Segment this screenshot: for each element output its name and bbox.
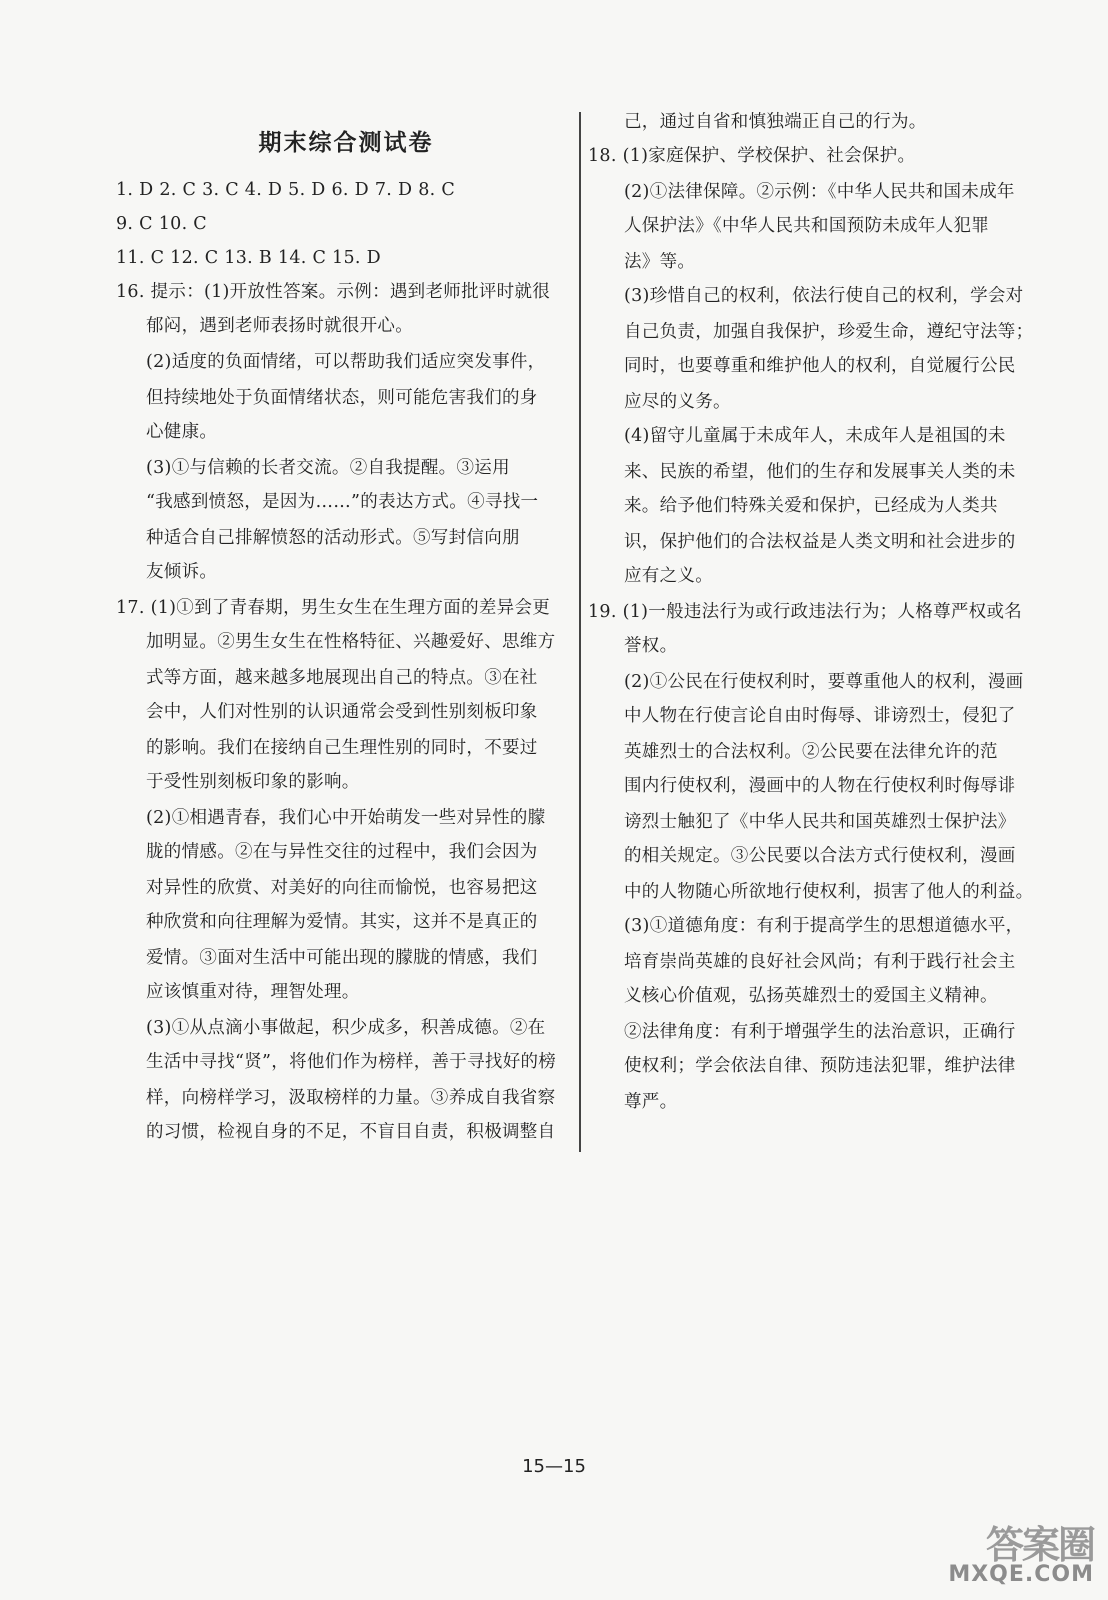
left-text-line: 的影响。我们在接纳自己生理性别的同时，不要过: [146, 738, 538, 758]
left-text-line: (2)①相遇青春，我们心中开始萌发一些对异性的朦: [146, 808, 546, 828]
right-text-line: 的相关规定。③公民要以合法方式行使权利，漫画: [624, 846, 1016, 866]
left-text-line: 17. (1)①到了青春期，男生女生在生理方面的差异会更: [116, 598, 551, 618]
page-title: 期末综合测试卷: [258, 130, 434, 156]
right-text-line: (4)留守儿童属于未成年人，未成年人是祖国的未: [624, 426, 1006, 446]
right-text-line: 18. (1)家庭保护、学校保护、社会保护。: [588, 146, 916, 166]
left-text-line: 式等方面，越来越多地展现出自己的特点。③在社: [146, 668, 538, 688]
watermark-logo-text: 答案圈: [985, 1523, 1094, 1567]
left-text-line: 11. C 12. C 13. B 14. C 15. D: [116, 248, 381, 268]
left-text-line: 1. D 2. C 3. C 4. D 5. D 6. D 7. D 8. C: [116, 180, 456, 200]
right-text-line: (3)①道德角度：有利于提高学生的思想道德水平，: [624, 916, 1024, 936]
left-text-line: 应该慎重对待，理智处理。: [146, 982, 360, 1002]
right-text-line: 法》等。: [624, 252, 696, 272]
right-text-line: 培育崇尚英雄的良好社会风尚；有利于践行社会主: [624, 952, 1016, 972]
left-text-line: 友倾诉。: [146, 562, 218, 582]
right-text-line: 谤烈士触犯了《中华人民共和国英雄烈士保护法》: [624, 812, 1016, 832]
left-text-line: 的习惯，检视自身的不足，不盲目自责，积极调整自: [146, 1122, 556, 1142]
right-text-line: (3)珍惜自己的权利，依法行使自己的权利，学会对: [624, 286, 1024, 306]
right-text-line: 中的人物随心所欲地行使权利，损害了他人的利益。: [624, 882, 1034, 902]
left-text-line: 种适合自己排解愤怒的活动形式。⑤写封信向朋: [146, 528, 520, 548]
right-text-line: 19. (1)一般违法行为或行政违法行为；人格尊严权或名: [588, 602, 1023, 622]
left-text-line: 郁闷，遇到老师表扬时就很开心。: [146, 316, 413, 336]
right-text-line: 自己负责，加强自我保护，珍爱生命，遵纪守法等；: [624, 322, 1034, 342]
right-text-line: 围内行使权利，漫画中的人物在行使权利时侮辱诽: [624, 776, 1016, 796]
right-text-line: 人保护法》《中华人民共和国预防未成年人犯罪: [624, 216, 990, 236]
left-text-line: (3)①从点滴小事做起，积少成多，积善成德。②在: [146, 1018, 546, 1038]
right-text-line: 中人物在行使言论自由时侮辱、诽谤烈士，侵犯了: [624, 706, 1016, 726]
left-text-line: (3)①与信赖的长者交流。②自我提醒。③运用: [146, 458, 510, 478]
left-text-line: 对异性的欣赏、对美好的向往而愉悦，也容易把这: [146, 878, 538, 898]
right-text-line: 应有之义。: [624, 566, 713, 586]
page-number: 15—15: [522, 1456, 586, 1477]
left-text-line: 会中，人们对性别的认识通常会受到性别刻板印象: [146, 702, 538, 722]
right-text-line: 来、民族的希望，他们的生存和发展事关人类的未: [624, 462, 1016, 482]
left-text-line: 胧的情感。②在与异性交往的过程中，我们会因为: [146, 842, 538, 862]
watermark-site-text: MXQE.COM: [948, 1562, 1094, 1587]
left-text-line: (2)适度的负面情绪，可以帮助我们适应突发事件，: [146, 352, 546, 372]
left-text-line: 9. C 10. C: [116, 214, 207, 234]
right-text-line: (2)①法律保障。②示例：《中华人民共和国未成年: [624, 182, 1015, 202]
left-text-line: 爱情。③面对生活中可能出现的朦胧的情感，我们: [146, 948, 538, 968]
left-text-line: 心健康。: [146, 422, 218, 442]
left-text-line: 16. 提示：(1)开放性答案。示例：遇到老师批评时就很: [116, 282, 551, 302]
watermark-logo: [948, 1514, 1098, 1594]
right-text-line: 义核心价值观，弘扬英雄烈士的爱国主义精神。: [624, 986, 998, 1006]
right-text-line: 英雄烈士的合法权利。②公民要在法律允许的范: [624, 742, 998, 762]
right-text-line: 来。给予他们特殊关爱和保护，已经成为人类共: [624, 496, 998, 516]
right-text-line: 誉权。: [624, 636, 678, 656]
right-text-line: 己，通过自省和慎独端正自己的行为。: [624, 112, 927, 132]
left-text-line: 样，向榜样学习，汲取榜样的力量。③养成自我省察: [146, 1088, 556, 1108]
left-text-line: 加明显。②男生女生在性格特征、兴趣爱好、思维方: [146, 632, 556, 652]
right-text-line: 识，保护他们的合法权益是人类文明和社会进步的: [624, 532, 1016, 552]
left-text-line: 生活中寻找“贤”，将他们作为榜样，善于寻找好的榜: [146, 1052, 557, 1072]
right-text-line: (2)①公民在行使权利时，要尊重他人的权利，漫画: [624, 672, 1024, 692]
left-text-line: 但持续地处于负面情绪状态，则可能危害我们的身: [146, 388, 538, 408]
right-text-line: 同时，也要尊重和维护他人的权利，自觉履行公民: [624, 356, 1016, 376]
column-divider: [579, 112, 581, 1152]
left-text-line: “我感到愤怒，是因为……”的表达方式。④寻找一: [146, 492, 539, 512]
left-text-line: 种欣赏和向往理解为爱情。其实，这并不是真正的: [146, 912, 538, 932]
right-text-line: 使权利；学会依法自律、预防违法犯罪，维护法律: [624, 1056, 1016, 1076]
left-text-line: 于受性别刻板印象的影响。: [146, 772, 360, 792]
right-text-line: 应尽的义务。: [624, 392, 731, 412]
right-text-line: 尊严。: [624, 1092, 678, 1112]
right-text-line: ②法律角度：有利于增强学生的法治意识，正确行: [624, 1022, 1016, 1042]
